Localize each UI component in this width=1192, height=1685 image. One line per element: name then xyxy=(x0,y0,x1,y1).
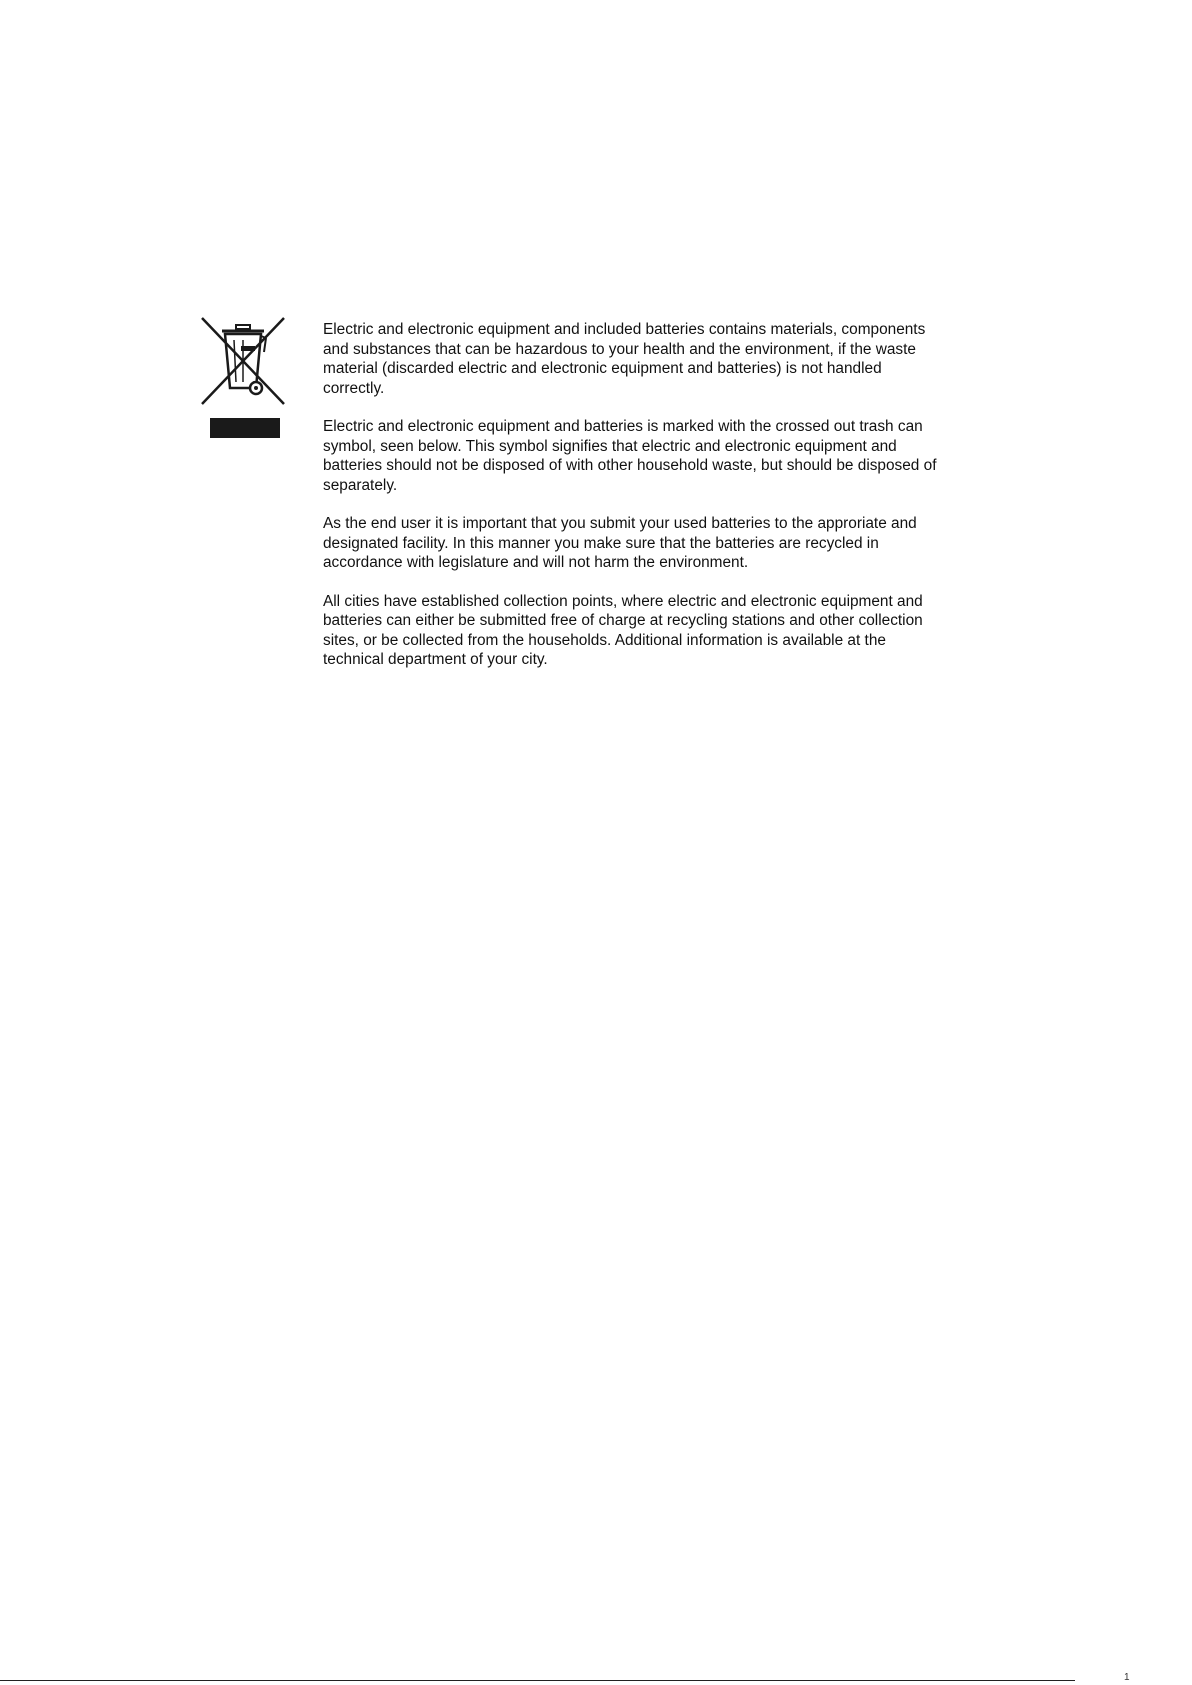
footer-rule xyxy=(0,1680,1075,1681)
footer-page-mark: 1 xyxy=(1124,1672,1130,1683)
weee-underbar xyxy=(210,418,280,438)
disposal-notice xyxy=(323,320,1013,689)
paragraph-collection-points: All cities have established collection points, where electric and electronic equipment and batteries can either be submitted free of charge at recycling stations and other collection sites, or be collected from the households. Additional information is available at the technical department of your city. xyxy=(323,592,923,668)
paragraph-end-user: As the end user it is important that you submit your used batteries to the approriate and designated facility. In this manner you make sure that the batteries are recycled in accordance with legislature and will not harm the environment. xyxy=(323,515,917,571)
crossed-out-wheelie-bin-icon xyxy=(200,316,286,406)
paragraph-hazard: Electric and electronic equipment and included batteries contains materials, components and substances that can be hazardous to your health and the environment, if the waste material (discarded electric and electronic equipment and batteries) is not handled correctly. xyxy=(323,321,926,397)
paragraph-symbol: Electric and electronic equipment and batteries is marked with the crossed out trash can symbol, seen below. This symbol signifies that electric and electronic equipment and batteries should not be disposed of with other household waste, but should be disposed of separately. xyxy=(323,418,937,494)
